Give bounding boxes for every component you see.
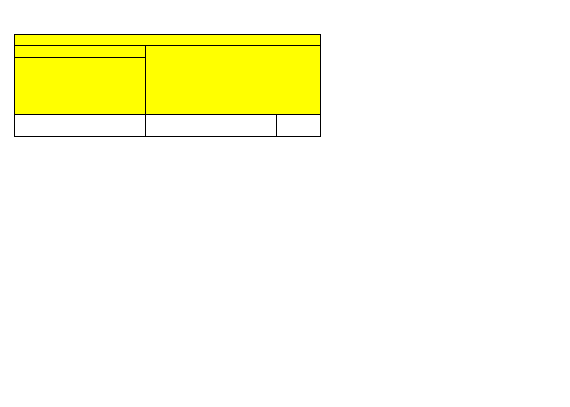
header-block xyxy=(14,34,321,115)
column-divider xyxy=(145,115,146,137)
bell-curve xyxy=(321,30,551,145)
column-divider xyxy=(276,115,277,137)
header-divider xyxy=(14,45,321,46)
score-chart xyxy=(321,130,551,402)
header-divider xyxy=(14,57,146,58)
column-header xyxy=(14,115,321,137)
header-col-divider xyxy=(145,45,146,115)
